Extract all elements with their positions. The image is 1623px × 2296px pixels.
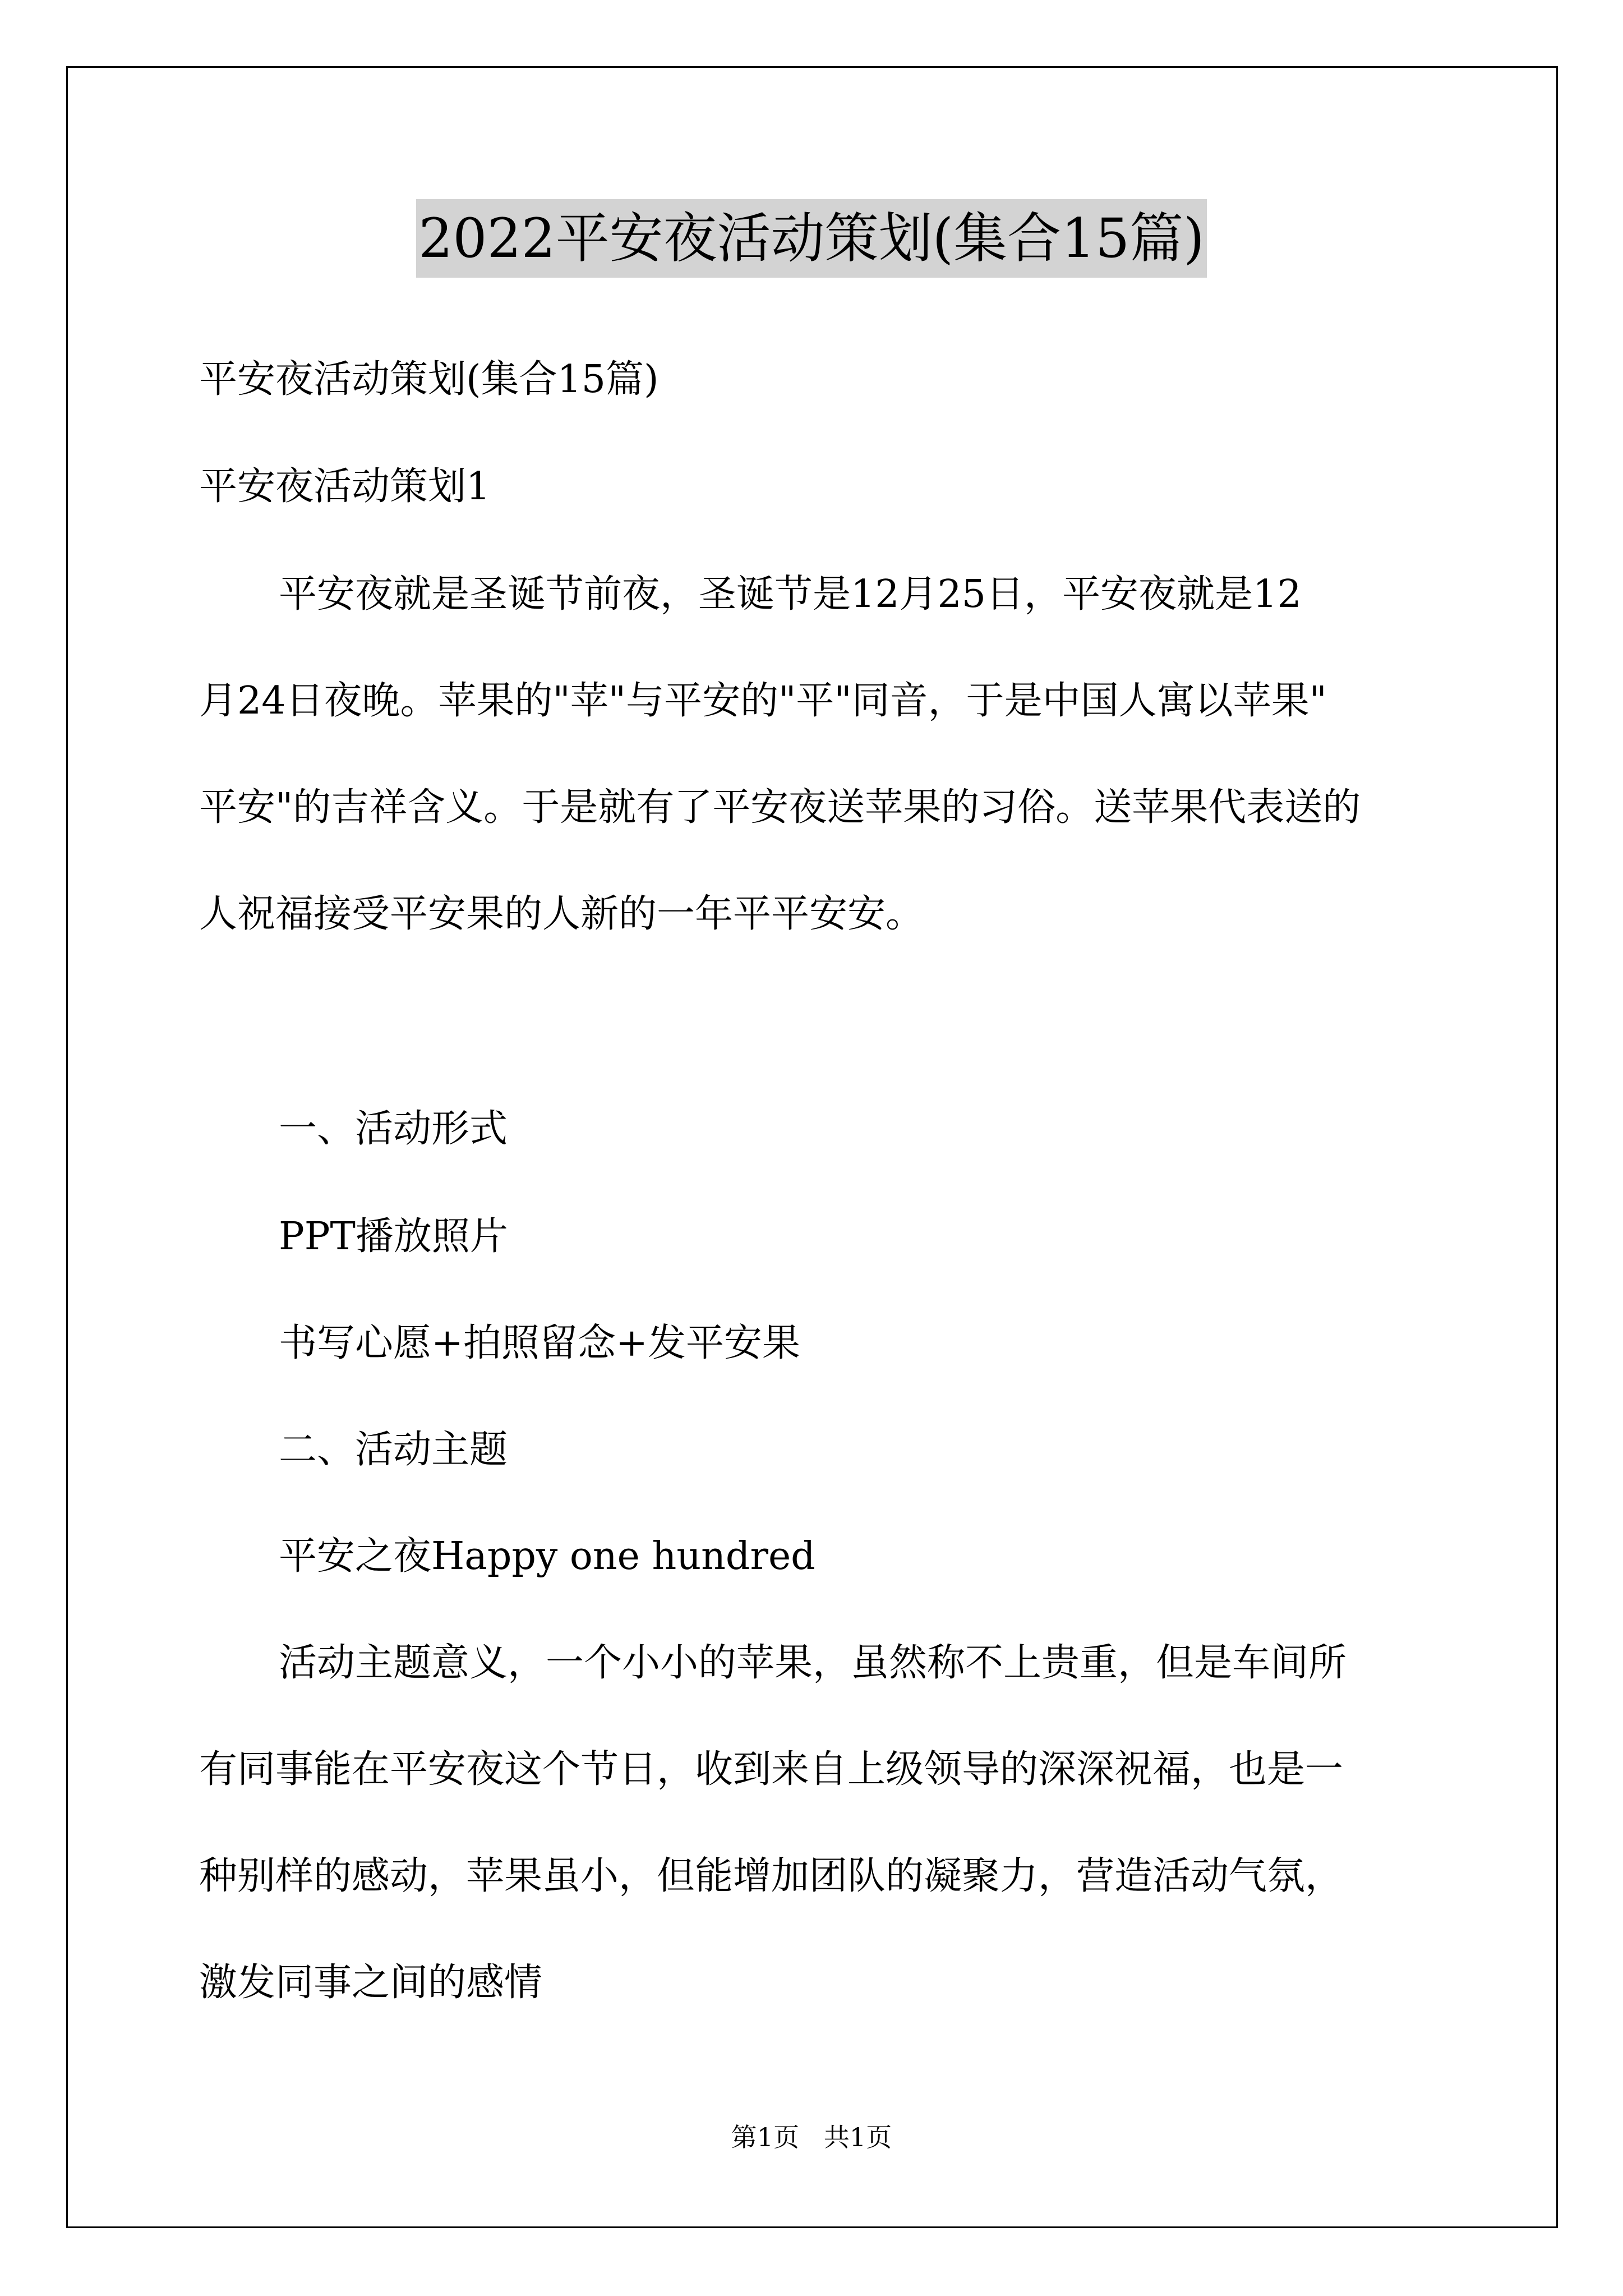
theme-heading: 二、活动主题 [279,1428,508,1472]
section-heading: 平安夜活动策划1 [199,464,491,509]
document-subtitle: 平安夜活动策划(集合15篇) [199,357,659,402]
activity-form-heading: 一、活动形式 [279,1107,508,1151]
activity-form-item-1: PPT播放照片 [279,1214,508,1259]
title-container [0,199,1623,278]
meaning-paragraph-line-1: 活动主题意义，一个小小的苹果，虽然称不上贵重，但是车间所 [279,1641,1347,1685]
page-footer: 第1页 共1页 [731,2122,892,2152]
theme-text: 平安之夜Happy one hundred [279,1534,815,1579]
meaning-paragraph-line-4: 激发同事之间的感情 [199,1961,543,2005]
intro-paragraph-line-3: 平安"的吉祥含义。于是就有了平安夜送苹果的习俗。送苹果代表送的 [199,785,1361,830]
document-title: 2022平安夜活动策划(集合15篇) [416,199,1206,278]
intro-paragraph-line-4: 人祝福接受平安果的人新的一年平平安安。 [199,892,924,936]
meaning-paragraph-line-3: 种别样的感动，苹果虽小，但能增加团队的凝聚力，营造活动气氛， [199,1854,1344,1898]
intro-paragraph-line-2: 月24日夜晚。苹果的"苹"与平安的"平"同音，于是中国人寓以苹果" [199,679,1327,723]
activity-form-item-2: 书写心愿+拍照留念+发平安果 [279,1321,800,1365]
intro-paragraph-line-1: 平安夜就是圣诞节前夜，圣诞节是12月25日，平安夜就是12 [279,572,1302,616]
meaning-paragraph-line-2: 有同事能在平安夜这个节日，收到来自上级领导的深深祝福，也是一 [199,1747,1344,1792]
